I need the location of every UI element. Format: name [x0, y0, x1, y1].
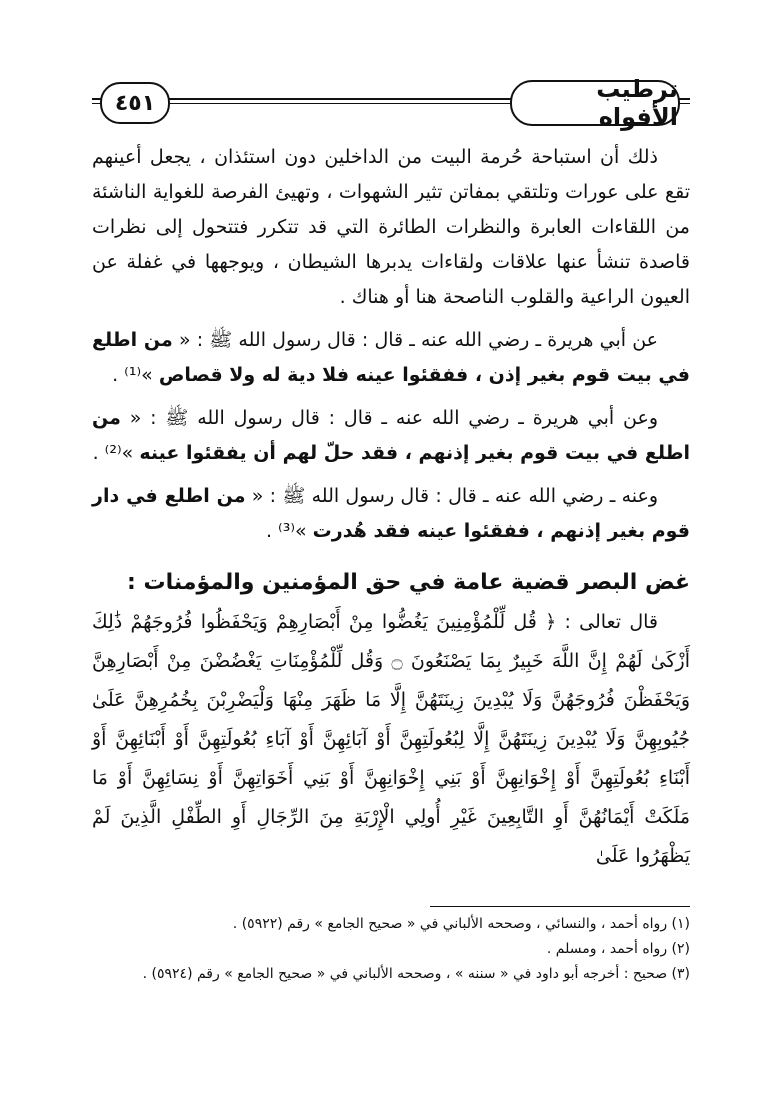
footnote-3: (٣) صحيح : أخرجه أبو داود في « سننه » ، وصححه الألباني في « صحيح الجامع » رقم (٥٩٢٤) .: [142, 966, 690, 982]
book-title-frame: [510, 75, 680, 131]
footnote-1: (١) رواه أحمد ، والنسائي ، وصححه الألباني في « صحيح الجامع » رقم (٥٩٢٢) .: [232, 916, 690, 932]
footnotes: [92, 912, 690, 987]
hadith-1-intro: عن أبي هريرة ـ رضي الله عنه ـ قال : قال رسول الله ﷺ : «: [178, 329, 658, 351]
hadith-1: [92, 323, 690, 393]
section-heading: غض البصر قضية عامة في حق المؤمنين والمؤمنات :: [127, 570, 690, 595]
hadith-2: [92, 401, 690, 471]
hadith-1-text: من اطلع في بيت قوم بغير إذن ، ففقئوا عينه فلا دية له ولا قصاص: [92, 329, 690, 386]
hadith-2-end: »⁽²⁾ .: [92, 442, 134, 464]
intro-paragraph: ذلك أن استباحة حُرمة البيت من الداخلين دون استئذان ، يجعل أعينهم تقع على عورات وتلتقي بمفاتن تثير الشهوات ، وتهيئ الفرصة للغواية الناشئة من اللقاءات العابرة والنظرات الطائرة التي قد تتكرر فتتحول إلى نظرات قاصدة تنشأ عنها علاقات ولقاءات يدبرها الشيطان ، ويوجهها في غفلة عن العيون الراعية والقلوب الناصحة هنا أو هناك .: [92, 146, 690, 308]
hadith-3-end: »⁽³⁾ .: [265, 520, 307, 542]
hadith-3: [92, 479, 690, 549]
page-number: ٤٥١: [114, 90, 156, 116]
hadith-2-intro: وعن أبي هريرة ـ رضي الله عنه ـ قال : قال رسول الله ﷺ : «: [129, 407, 658, 429]
footnote-2: (٢) رواه أحمد ، ومسلم .: [546, 941, 690, 957]
hadith-3-intro: وعنه ـ رضي الله عنه ـ قال : قال رسول الله ﷺ : «: [251, 485, 658, 507]
hadith-2-text: من اطلع في بيت قوم بغير إذنهم ، فقد حلّ لهم أن يفقئوا عينه: [92, 407, 690, 464]
book-title: ترطيب الأفواه: [596, 75, 678, 131]
page-header: [92, 70, 690, 132]
main-text: [92, 140, 690, 876]
quran-verse: قال تعالى : ﴿ قُل لِّلْمُؤْمِنِينَ يَغُضُّوا مِنْ أَبْصَارِهِمْ وَيَحْفَظُوا فُرُوجَهُمْ ذَٰلِكَ أَزْكَىٰ لَهُمْ إِنَّ اللَّهَ خَبِيرٌ بِمَا يَصْنَعُونَ ۝ وَقُل لِّلْمُؤْمِنَاتِ يَغْضُضْنَ مِنْ أَبْصَارِهِنَّ وَيَحْفَظْنَ فُرُوجَهُنَّ وَلَا يُبْدِينَ زِينَتَهُنَّ إِلَّا مَا ظَهَرَ مِنْهَا وَلْيَضْرِبْنَ بِخُمُرِهِنَّ عَلَىٰ جُيُوبِهِنَّ وَلَا يُبْدِينَ زِينَتَهُنَّ إِلَّا لِبُعُولَتِهِنَّ أَوْ آبَائِهِنَّ أَوْ آبَاءِ بُعُولَتِهِنَّ أَوْ أَبْنَائِهِنَّ أَوْ أَبْنَاءِ بُعُولَتِهِنَّ أَوْ إِخْوَانِهِنَّ أَوْ بَنِي إِخْوَانِهِنَّ أَوْ بَنِي أَخَوَاتِهِنَّ أَوْ نِسَائِهِنَّ أَوْ مَا مَلَكَتْ أَيْمَانُهُنَّ أَوِ التَّابِعِينَ غَيْرِ أُولِي الْإِرْبَةِ مِنَ الرِّجَالِ أَوِ الطِّفْلِ الَّذِينَ لَمْ يَظْهَرُوا عَلَىٰ: [92, 611, 690, 867]
page-number-frame: [100, 82, 170, 124]
footnote-divider: [430, 906, 690, 907]
hadith-1-end: »⁽¹⁾ .: [112, 364, 153, 386]
hadith-3-text: من اطلع في دار قوم بغير إذنهم ، ففقئوا عينه فقد هُدرت: [92, 485, 690, 542]
